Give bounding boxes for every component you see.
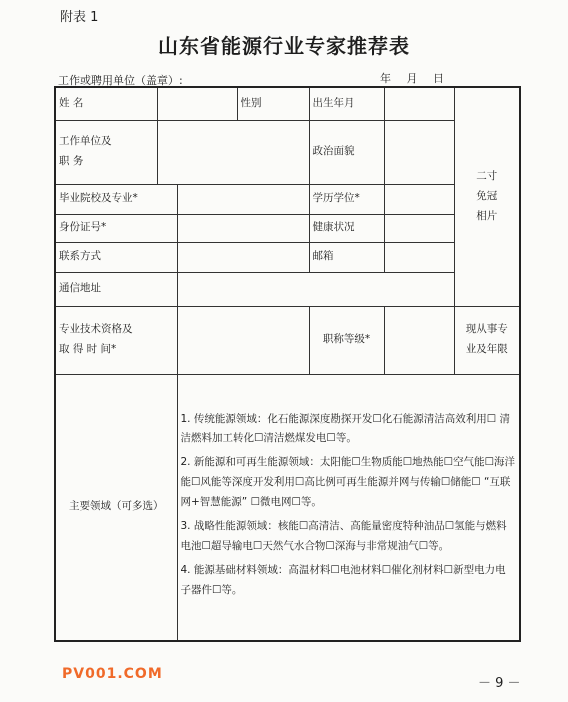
id-number-label: 身份证号*	[55, 214, 177, 242]
domain-options[interactable]	[177, 374, 520, 641]
degree-field[interactable]	[384, 184, 454, 214]
birth-label: 出生年月	[309, 87, 384, 120]
title-level-field[interactable]	[384, 306, 454, 374]
qualification-label	[55, 306, 177, 374]
contact-field[interactable]	[177, 242, 309, 272]
school-field[interactable]	[177, 184, 309, 214]
contact-label: 联系方式	[55, 242, 177, 272]
years-label-1: 现从事专	[465, 323, 508, 336]
address-label: 通信地址	[55, 272, 177, 306]
domain-label: 主要领域（可多选）	[55, 374, 177, 641]
name-label: 姓 名	[55, 87, 157, 120]
photo-text-1: 二寸	[476, 169, 498, 182]
form-title: 山东省能源行业专家推荐表	[158, 34, 410, 58]
date-label: 年 月 日	[380, 72, 444, 85]
work-unit-label-1: 工作单位及	[59, 135, 112, 148]
years-label-2: 业及年限	[465, 343, 508, 355]
gender-label: 性别	[237, 87, 309, 120]
name-field[interactable]	[157, 87, 237, 120]
qualification-label-2: 取 得 时 间*	[59, 343, 117, 355]
work-unit-label-2: 职 务	[59, 155, 84, 167]
domain-item-2[interactable]: 2. 新能源和可再生能源领域：太阳能☐生物质能☐地热能☐空气能☐海洋能☐风能等深度开发利用☐高比例可再生能源并网与传输☐储能☐ “互联网+智慧能源” ☐微电网☐等。	[180, 456, 516, 509]
qualification-label-1: 专业技术资格及	[59, 323, 133, 336]
domain-item-1[interactable]: 1. 传统能源领域：化石能源深度勘探开发☐化石能源清洁高效利用☐ 清洁燃料加工转化☐清洁燃煤发电☐等。	[180, 412, 511, 445]
domain-item-3[interactable]: 3. 战略性能源领域：核能☐高清洁、高能量密度特种油品☐氢能与燃料电池☐超导输电☐天然气水合物☐深海与非常规油气☐等。	[180, 520, 507, 553]
id-number-field[interactable]	[177, 214, 309, 242]
photo-text-2: 免冠	[476, 189, 498, 202]
photo-box	[454, 87, 520, 306]
health-field[interactable]	[384, 214, 454, 242]
email-label: 邮箱	[309, 242, 384, 272]
school-label: 毕业院校及专业*	[55, 184, 177, 214]
years-label	[454, 306, 520, 374]
page-number: － 9 －	[478, 676, 521, 691]
email-field[interactable]	[384, 242, 454, 272]
watermark: PV001.COM	[62, 666, 163, 682]
recommendation-form-table	[54, 86, 521, 642]
health-label: 健康状况	[309, 214, 384, 242]
title-level-label: 职称等级*	[309, 306, 384, 374]
work-unit-label	[55, 120, 157, 184]
political-label: 政治面貌	[309, 120, 384, 184]
birth-field[interactable]	[384, 87, 454, 120]
political-field[interactable]	[384, 120, 454, 184]
photo-text-3: 相片	[476, 209, 498, 222]
attachment-label: 附表 1	[60, 10, 99, 25]
address-field[interactable]	[177, 272, 454, 306]
work-unit-field[interactable]	[157, 120, 309, 184]
employer-label: 工作或聘用单位（盖章）:	[58, 74, 183, 87]
domain-item-4[interactable]: 4. 能源基础材料领域：高温材料☐电池材料☐催化剂材料☐新型电力电子器件☐等。	[180, 564, 506, 597]
degree-label: 学历学位*	[309, 184, 384, 214]
qualification-field[interactable]	[177, 306, 309, 374]
